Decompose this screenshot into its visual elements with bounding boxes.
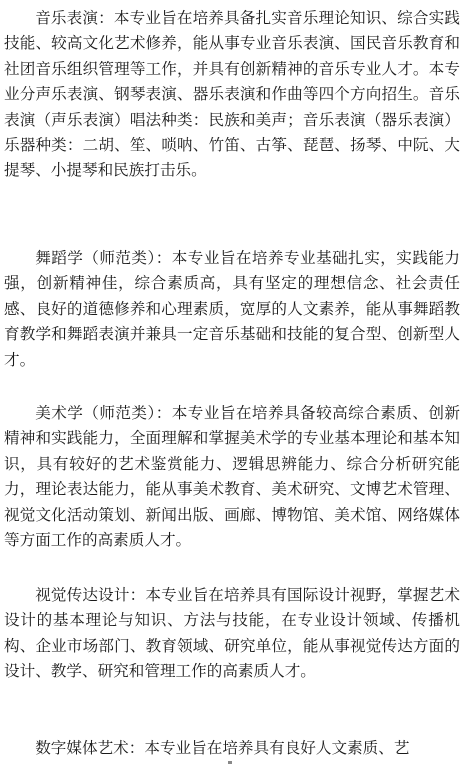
paragraph-digital-media-art: 数字媒体艺术：本专业旨在培养具有良好人文素质、艺	[35, 739, 410, 757]
scan-mark	[228, 761, 232, 764]
paragraph-fine-arts: 美术学（师范类）：本专业旨在培养具备较高综合素质、创新精神和实践能力，全面理解和掌握美术学的专业基本理论和基本知识，具有较好的艺术鉴赏能力、逻辑思辨能力、综合分析研究能力，理论表达能力，能从事美术教育、美术研究、文博艺术管理、视觉文化活动策划、新闻出版、画廊、博物馆、美术馆、网络媒体等方面工作的高素质人才。	[4, 404, 460, 550]
paragraph-music-performance: 音乐表演：本专业旨在培养具备扎实音乐理论知识、综合实践技能、较高文化艺术修养，能从事专业音乐表演、国民音乐教育和社团音乐组织管理等工作，并具有创新精神的音乐专业人才。本专业分声乐表演、钢琴表演、器乐表演和作曲等四个方向招生。音乐表演（声乐表演）唱法种类：民族和美声；音乐表演（器乐表演）乐器种类：二胡、笙、唢呐、竹笛、古筝、琵琶、扬琴、中阮、大提琴、小提琴和民族打击乐。	[4, 9, 460, 180]
paragraph-visual-communication-design: 视觉传达设计：本专业旨在培养具有国际设计视野，掌握艺术设计的基本理论与知识、方法与技能，在专业设计领域、传播机构、企业市场部门、教育领域、研究单位，能从事视觉传达方面的设计、教学、研究和管理工作的高素质人才。	[4, 586, 460, 681]
paragraph-dance-studies: 舞蹈学（师范类）：本专业旨在培养专业基础扎实，实践能力强，创新精神佳，综合素质高，具有坚定的理想信念、社会责任感、良好的道德修养和心理素质，宽厚的人文素养，能从事舞蹈教育教学和舞蹈表演并兼具一定音乐基础和技能的复合型、创新型人才。	[4, 249, 460, 369]
